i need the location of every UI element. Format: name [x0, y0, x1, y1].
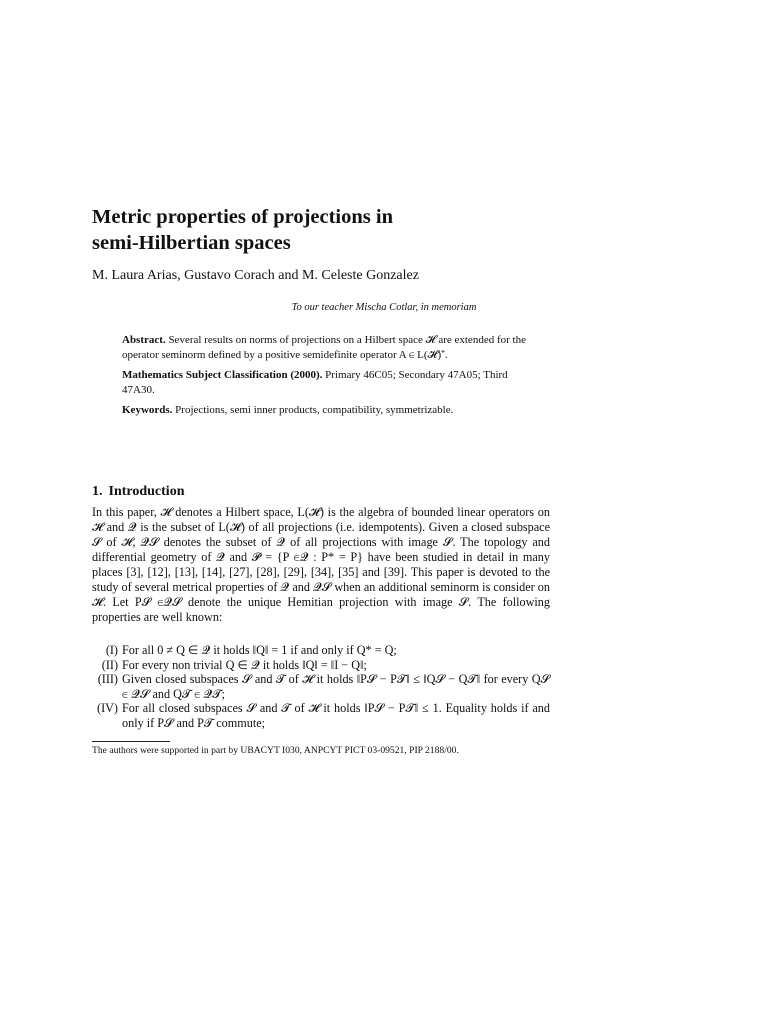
intro-paragraph: In this paper, 𝓗 denotes a Hilbert space, L(𝓗) is the algebra of bounded linear operators on 𝓗 and 𝓠 is the subset of L(𝓗) of all projections (i.e. idempotents). Given a closed subspace 𝓢 of 𝓗, 𝓠𝓢 denotes the subset of 𝓠 of all projections with image 𝓢. The topology and differential geometry of 𝓠 and 𝓟 = {P ∈𝓠 : P* = P} have been studied in detail in many places [3], [12], [13], [14], [27], [28], [29], [34], [35] and [39]. This paper is devoted to the study of several metrical properties of 𝓠 and 𝓠𝓢 when an additional seminorm is consider on 𝓗. Let P𝓢 ∈𝓠𝓢 denote the unique Hemitian projection with image 𝓢. The following properties are well known: — [92, 505, 550, 624]
list-item — [92, 672, 550, 701]
msc-text: Primary 46C05; Secondary 47A05; Third 47A30. — [122, 369, 508, 396]
dedication: To our teacher Mischa Cotlar, in memoriam — [291, 302, 477, 313]
list-item-label: (III) — [97, 672, 118, 686]
section-number: 1. — [92, 484, 103, 499]
section-title: Introduction — [108, 484, 185, 499]
keywords-label: Keywords. — [122, 404, 173, 416]
list-item-text: For all 0 ≠ Q ∈ 𝓠 it holds ‖Q‖ = 1 if and only if Q* = Q; — [122, 643, 397, 657]
list-item-text: For all closed subspaces 𝓢 and 𝓣 of 𝓗 it holds ‖P𝓢 − P𝓣‖ ≤ 1. Equality holds if and only if P𝓢 and P𝓣 commute; — [122, 701, 550, 730]
list-item-label: (IV) — [97, 701, 118, 715]
keywords — [122, 403, 530, 418]
msc-classification — [122, 368, 530, 398]
list-item-text: Given closed subspaces 𝓢 and 𝓣 of 𝓗 it holds ‖P𝓢 − P𝓣‖ ≤ ‖Q𝓢 − Q𝓣‖ for every Q𝓢 ∈ 𝓠𝓢 and Q𝓣 ∈ 𝓠𝓣; — [122, 672, 550, 701]
author-list: M. Laura Arias, Gustavo Corach and M. Celeste Gonzalez — [92, 268, 419, 283]
footnote-divider — [92, 741, 170, 742]
footnote: The authors were supported in part by UBACYT I030, ANPCYT PICT 03-09521, PIP 2188/00. — [92, 745, 459, 756]
title-line-1: Metric properties of projections in — [92, 206, 393, 228]
list-item-label: (I) — [105, 643, 118, 657]
title-line-2: semi-Hilbertian spaces — [92, 232, 291, 254]
abstract — [122, 333, 530, 363]
list-item-label: (II) — [101, 657, 118, 672]
abstract-text: Several results on norms of projections on a Hilbert space 𝓗 are extended for the operator seminorm defined by a positive semidefinite operator A ∈ L(𝓗)⁺. — [122, 334, 526, 361]
front-matter — [122, 333, 530, 423]
property-list — [92, 643, 550, 730]
list-item-text: For every non trivial Q ∈ 𝓠 it holds ‖Q‖ = ‖I − Q‖; — [122, 657, 367, 672]
list-item — [92, 701, 550, 730]
list-item — [92, 658, 550, 673]
paper-title — [92, 204, 562, 256]
keywords-text: Projections, semi inner products, compatibility, symmetrizable. — [175, 404, 454, 416]
list-item — [92, 643, 550, 658]
msc-label: Mathematics Subject Classification (2000). — [122, 369, 323, 381]
section-heading — [92, 484, 184, 500]
abstract-label: Abstract. — [122, 334, 166, 346]
